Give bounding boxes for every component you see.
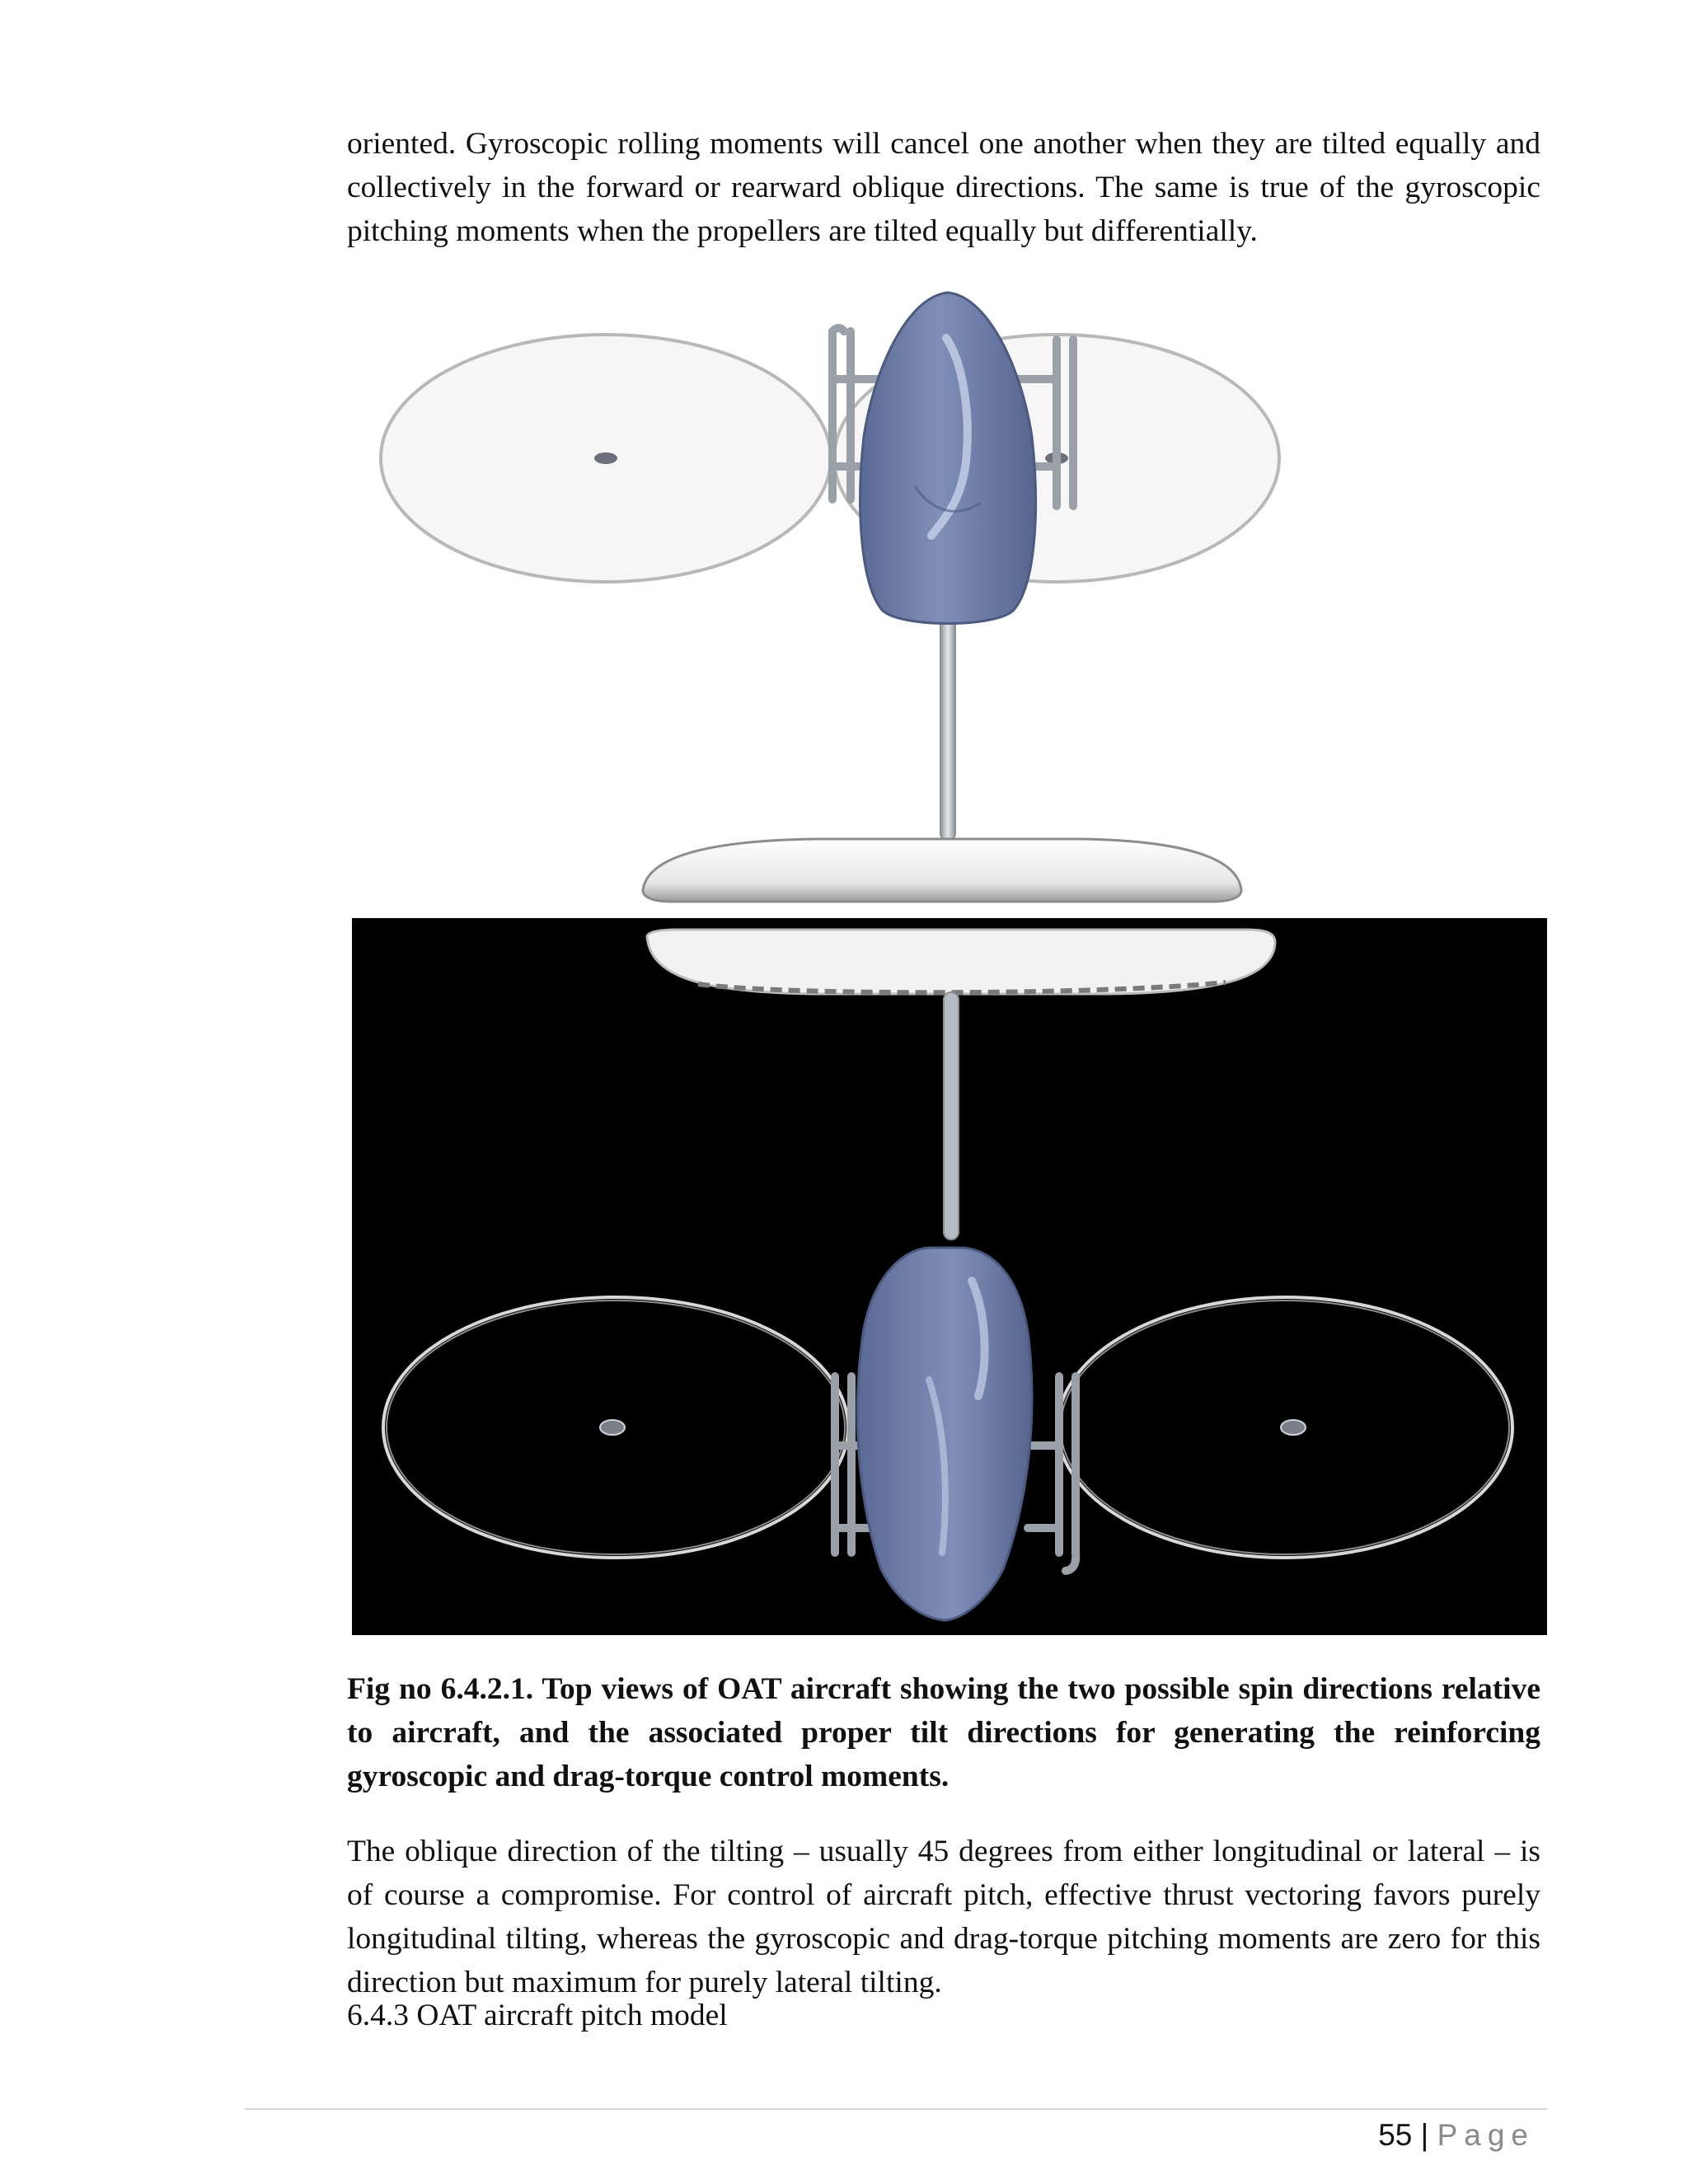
horizontal-stabilizer [643, 839, 1241, 902]
footer-divider [245, 2108, 1547, 2110]
aircraft-bottom-view-figure [352, 918, 1547, 1635]
aircraft-top-view-figure [354, 272, 1302, 915]
horizontal-stabilizer [647, 930, 1275, 994]
tail-boom [940, 602, 955, 841]
page-number: 55 [1378, 2118, 1413, 2152]
left-rotor-disc [381, 335, 831, 582]
figure-caption: Fig no 6.4.2.1. Top views of OAT aircraft showing the two possible spin directions relative to aircraft, and the associated proper tilt directions for generating the reinforcing gyroscopic and drag-torque control moments. [347, 1672, 1540, 1793]
intro-paragraph: oriented. Gyroscopic rolling moments will cancel one another when they are tilted equally and collectively in the forward or rearward oblique directions. The same is true of the gyroscopic pitching moments when the propellers are tilted equally but differentially. [347, 127, 1540, 248]
page-separator: | [1420, 2118, 1429, 2152]
tail-boom [944, 992, 959, 1240]
page-label: Page [1437, 2118, 1535, 2152]
page-footer [1378, 2115, 1535, 2156]
section-heading: 6.4.3 OAT aircraft pitch model [347, 1999, 728, 2032]
body-paragraph: The oblique direction of the tilting – usually 45 degrees from either longitudinal or lateral – is of course a compromise. For control of aircraft pitch, effective thrust vectoring favors purely longitudinal tilting, whereas the gyroscopic and drag-torque pitching moments are zero for this direction but maximum for purely lateral tilting. [347, 1835, 1540, 1999]
fuselage [857, 1248, 1032, 1620]
